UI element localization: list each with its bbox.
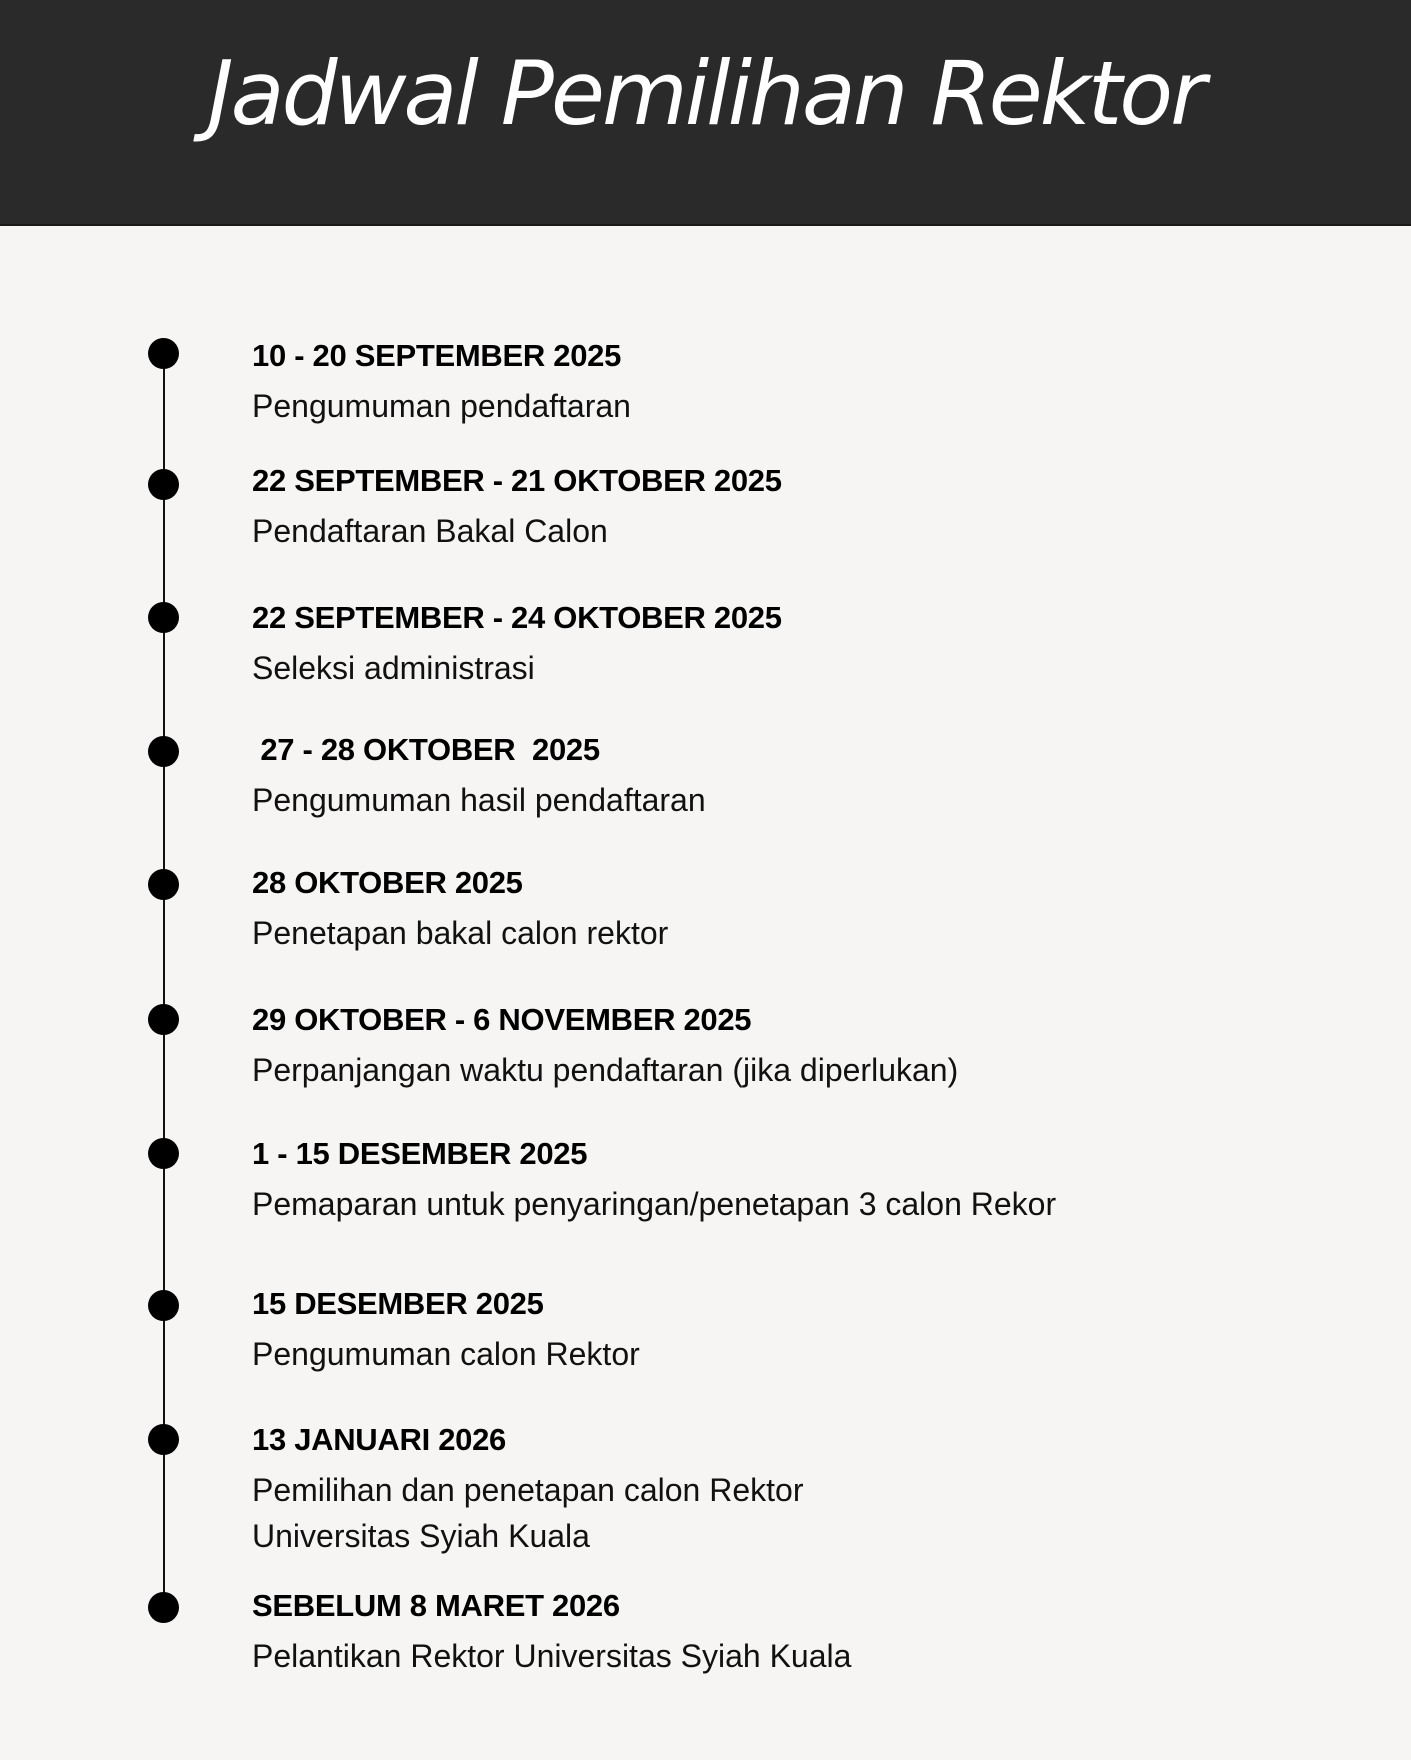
timeline-dot xyxy=(148,736,179,767)
timeline-dot xyxy=(148,338,179,369)
entry-description xyxy=(252,508,1352,554)
entry-description xyxy=(252,383,1352,429)
timeline-entry xyxy=(252,463,1352,554)
timeline-line xyxy=(163,354,165,1609)
timeline-entry xyxy=(252,600,1352,691)
timeline-dot xyxy=(148,1004,179,1035)
timeline-dot xyxy=(148,1290,179,1321)
entry-date: 15 DESEMBER 2025 xyxy=(252,1286,544,1321)
entry-description-line: Penetapan bakal calon rektor xyxy=(252,915,669,951)
entry-description-line: Pemilihan dan penetapan calon Rektor xyxy=(252,1472,804,1508)
entry-description xyxy=(252,1181,1352,1227)
entry-date: 10 - 20 SEPTEMBER 2025 xyxy=(252,338,622,373)
entry-description-line: Pengumuman hasil pendaftaran xyxy=(252,782,706,818)
entry-description xyxy=(252,1047,1352,1093)
entry-description xyxy=(252,1467,1352,1559)
entry-date: 29 OKTOBER - 6 NOVEMBER 2025 xyxy=(252,1002,752,1037)
entry-date: 1 - 15 DESEMBER 2025 xyxy=(252,1136,588,1171)
entry-date: SEBELUM 8 MARET 2026 xyxy=(252,1588,620,1623)
entry-date: 22 SEPTEMBER - 21 OKTOBER 2025 xyxy=(252,463,782,498)
timeline-dot xyxy=(148,602,179,633)
entry-date: 13 JANUARI 2026 xyxy=(252,1422,506,1457)
timeline-dot xyxy=(148,869,179,900)
entry-description-line: Pengumuman pendaftaran xyxy=(252,388,631,424)
entry-description-line: Universitas Syiah Kuala xyxy=(252,1518,590,1554)
timeline-entry xyxy=(252,338,1352,429)
entry-date: 22 SEPTEMBER - 24 OKTOBER 2025 xyxy=(252,600,782,635)
timeline-entry xyxy=(252,1588,1352,1679)
timeline-entry xyxy=(252,1286,1352,1377)
entry-description xyxy=(252,1633,1352,1679)
header-banner xyxy=(0,0,1411,226)
entry-description-line: Pengumuman calon Rektor xyxy=(252,1336,640,1372)
entry-description-line: Pemaparan untuk penyaringan/penetapan 3 calon Rekor xyxy=(252,1186,1057,1222)
entry-description xyxy=(252,645,1352,691)
timeline-entry xyxy=(252,1136,1352,1227)
entry-description-line: Pelantikan Rektor Universitas Syiah Kuala xyxy=(252,1638,852,1674)
entry-description xyxy=(252,1331,1352,1377)
entry-date: 28 OKTOBER 2025 xyxy=(252,865,523,900)
timeline-entry xyxy=(252,732,1352,823)
timeline-dot xyxy=(148,1592,179,1623)
timeline-entry xyxy=(252,1422,1352,1559)
entry-description-line: Pendaftaran Bakal Calon xyxy=(252,513,608,549)
timeline-entry xyxy=(252,865,1352,956)
entry-description xyxy=(252,777,1352,823)
entry-description-line: Seleksi administrasi xyxy=(252,650,535,686)
timeline-dot xyxy=(148,469,179,500)
timeline-dot xyxy=(148,1138,179,1169)
entry-description xyxy=(252,910,1352,956)
page-title: Jadwal Pemilihan Rektor xyxy=(207,42,1204,145)
entry-description-line: Perpanjangan waktu pendaftaran (jika diperlukan) xyxy=(252,1052,959,1088)
entry-date: 27 - 28 OKTOBER 2025 xyxy=(252,732,600,767)
timeline-entry xyxy=(252,1002,1352,1093)
timeline-dot xyxy=(148,1424,179,1455)
